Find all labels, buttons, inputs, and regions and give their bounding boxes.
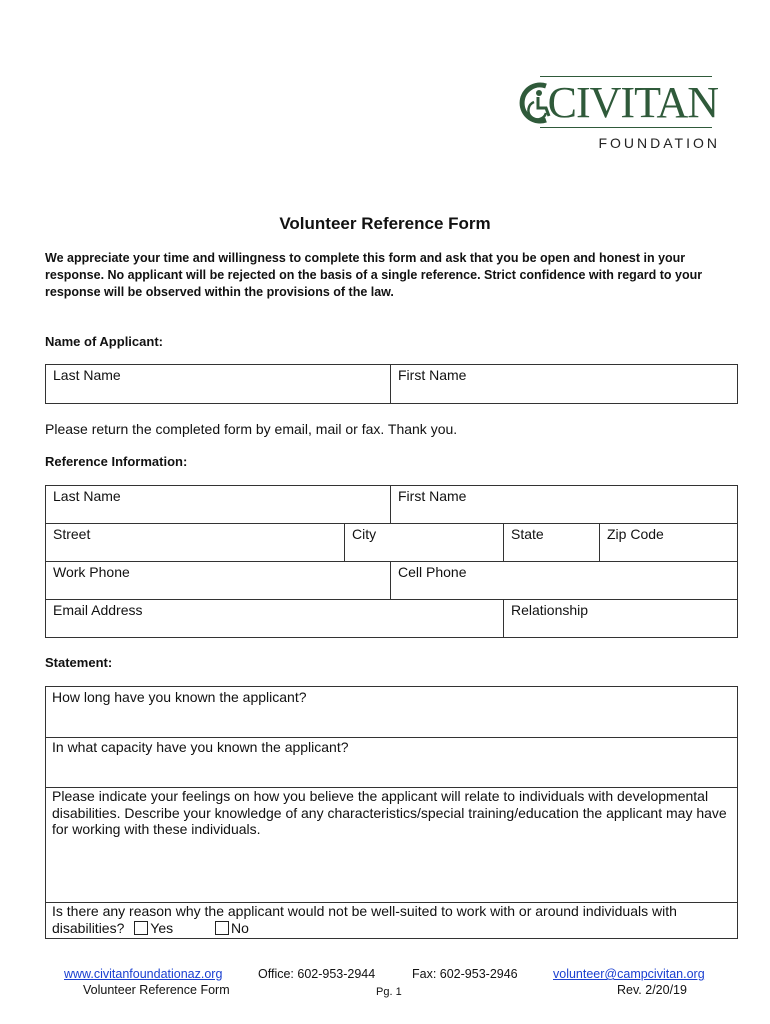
applicant-last-name-label: Last Name: [53, 367, 121, 383]
reference-cell-phone-label: Cell Phone: [398, 564, 467, 580]
yes-checkbox[interactable]: [134, 921, 148, 935]
return-note: Please return the completed form by email, mail or fax. Thank you.: [45, 421, 458, 437]
reference-work-phone-label: Work Phone: [53, 564, 130, 580]
applicant-first-name-field[interactable]: [391, 365, 737, 403]
statement-q4-line1: Is there any reason why the applicant would not be well-suited to work with or around individuals with: [52, 903, 677, 919]
statement-q4-line2: [52, 920, 732, 937]
applicant-last-name-field[interactable]: [46, 365, 390, 403]
no-checkbox[interactable]: [215, 921, 229, 935]
statement-q2-field[interactable]: [52, 739, 732, 756]
statement-q1-field[interactable]: [52, 689, 732, 706]
footer-website-link[interactable]: www.civitanfoundationaz.org: [64, 967, 223, 981]
footer-office-phone: Office: 602-953-2944: [258, 967, 376, 981]
reference-street-field[interactable]: [46, 524, 344, 561]
reference-zip-field[interactable]: [600, 524, 737, 561]
reference-last-name-label: Last Name: [53, 488, 121, 504]
logo-wordmark: CIVITAN: [547, 78, 718, 127]
applicant-name-table: [45, 364, 738, 404]
reference-relationship-field[interactable]: [504, 600, 737, 637]
reference-first-name-field[interactable]: [391, 486, 737, 523]
reference-street-label: Street: [53, 526, 91, 542]
statement-q2-label: In what capacity have you known the applicant?: [52, 739, 349, 755]
reference-email-field[interactable]: [46, 600, 503, 637]
footer-revision: Rev. 2/20/19: [617, 983, 687, 997]
statement-q3-field[interactable]: [52, 788, 732, 838]
applicant-first-name-label: First Name: [398, 367, 467, 383]
no-label: No: [231, 919, 249, 936]
statement-q4: [52, 903, 732, 936]
reference-city-field[interactable]: [345, 524, 503, 561]
logo-subtitle: FOUNDATION: [598, 135, 720, 151]
reference-city-label: City: [352, 526, 377, 542]
applicant-heading: Name of Applicant:: [45, 334, 163, 349]
statement-q4-prefix: disabilities?: [52, 919, 125, 936]
civitan-foundation-logo: [516, 72, 718, 152]
reference-first-name-label: First Name: [398, 488, 467, 504]
reference-work-phone-field[interactable]: [46, 562, 390, 599]
reference-email-label: Email Address: [53, 602, 143, 618]
footer-page-number: Pg. 1: [376, 986, 402, 998]
reference-state-label: State: [511, 526, 544, 542]
reference-relationship-label: Relationship: [511, 602, 589, 618]
logo-top-rule: [540, 76, 712, 77]
yes-label: Yes: [150, 919, 174, 936]
logo-bottom-rule: [540, 127, 712, 128]
footer-form-name: Volunteer Reference Form: [83, 983, 230, 997]
reference-cell-phone-field[interactable]: [391, 562, 737, 599]
reference-table: [45, 485, 738, 638]
footer-fax: Fax: 602-953-2946: [412, 967, 518, 981]
statement-heading: Statement:: [45, 655, 113, 670]
footer-email-link[interactable]: volunteer@campcivitan.org: [553, 967, 705, 981]
statement-q3-label: Please indicate your feelings on how you believe the applicant will relate to individuals with developmental disabilities. Describe your knowledge of any characteristics/special training/education the applicant may have for working with these individuals.: [52, 788, 727, 837]
reference-last-name-field[interactable]: [46, 486, 390, 523]
reference-heading: Reference Information:: [45, 454, 188, 469]
reference-zip-label: Zip Code: [607, 526, 664, 542]
statement-q1-label: How long have you known the applicant?: [52, 689, 307, 705]
form-title: Volunteer Reference Form: [279, 214, 491, 233]
reference-state-field[interactable]: [504, 524, 599, 561]
row-divider: [46, 737, 737, 738]
intro-paragraph: We appreciate your time and willingness to complete this form and ask that you be open and honest in your response. No applicant will be rejected on the basis of a single reference. Strict confidence with regard to your response will be observed within the provisions of the law.: [45, 251, 703, 299]
